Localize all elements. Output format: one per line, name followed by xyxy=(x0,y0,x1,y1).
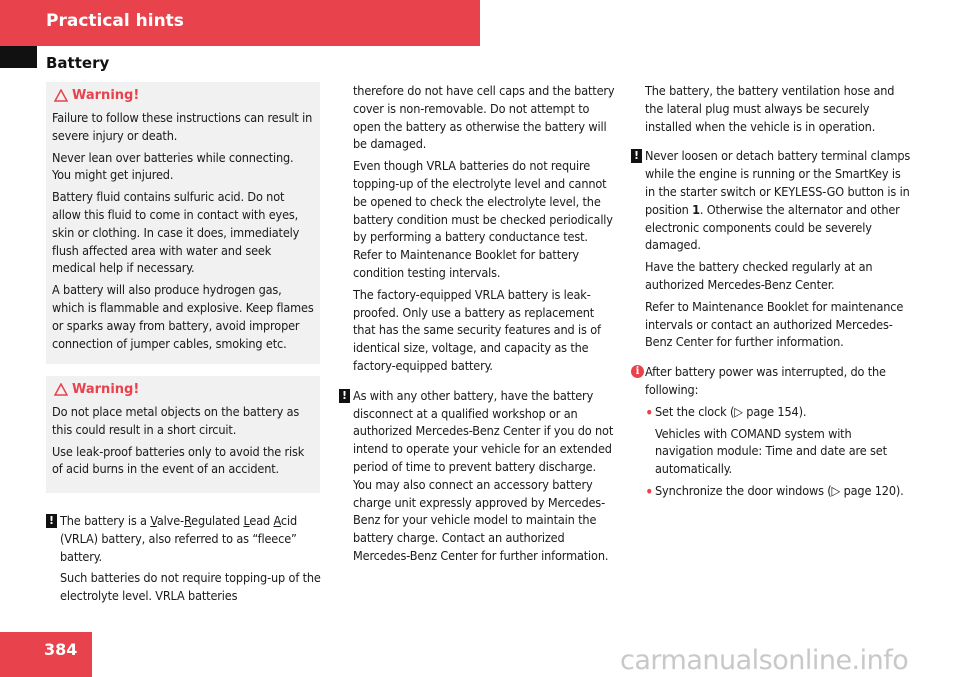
section-title: Battery xyxy=(46,54,110,72)
note-text: Have the battery checked regularly at an authorized Mercedes-Benz Center. xyxy=(645,259,873,292)
note-terminal-clamps xyxy=(631,147,911,351)
warning-1-para: Never lean over batteries while connecting. You might get injured. xyxy=(52,149,294,183)
note-text: Never loosen or detach battery terminal clamps while the engine is running or the SmartKey is in the starter switch or KEYLESS-GO button is in position 1. Otherwise the alternator and other electronic components could be severely damaged. xyxy=(645,148,911,253)
info-icon: i xyxy=(631,365,644,378)
warning-title-1: Warning! xyxy=(72,88,314,104)
warning-box-2 xyxy=(46,376,320,493)
body-para: Even though VRLA batteries do not require topping-up of the electrolyte level and cannot be opened to check the electrolyte level, the battery condition must be checked periodically by performing a battery conductance test. Refer to Maintenance Booklet for battery condition testing intervals. xyxy=(353,158,613,280)
caution-icon: ! xyxy=(631,149,642,163)
list-item-subtext: Vehicles with COMAND system with navigation module: Time and date are set automatically. xyxy=(655,425,887,477)
note-text: The battery is a Valve-Regulated Lead Acid (VRLA) battery, also referred to as “fleece” battery. xyxy=(60,513,298,564)
warning-1-para: A battery will also produce hydrogen gas, which is flammable and explosive. Keep flames or sparks away from battery, avoid improper connection of jumper cables, smoking etc. xyxy=(52,282,314,351)
list-item xyxy=(645,482,911,500)
warning-triangle-icon xyxy=(54,89,68,102)
watermark: carmanualsonline.info xyxy=(620,645,909,676)
note-text-cont: Such batteries do not require topping-up of the electrolyte level. VRLA batteries xyxy=(60,570,321,604)
note-battery-type xyxy=(46,512,324,609)
page-number: 384 xyxy=(44,640,78,659)
warning-triangle-icon xyxy=(54,383,68,396)
caution-icon: ! xyxy=(339,389,350,403)
header-bar xyxy=(0,0,480,46)
list-item xyxy=(645,403,911,478)
warning-title-2: Warning! xyxy=(72,382,314,398)
body-para: The battery, the battery ventilation hose and the lateral plug must always be securely installed when the vehicle is in operation. xyxy=(645,83,895,134)
bullet-icon: • xyxy=(645,402,654,422)
warning-2-para: Use leak-proof batteries only to avoid the risk of acid burns in the event of an accident. xyxy=(52,443,305,477)
section-marker xyxy=(0,46,37,68)
info-text: After battery power was interrupted, do the following: xyxy=(645,364,886,397)
warning-1-para: Battery fluid contains sulfuric acid. Do not allow this fluid to come in contact with eyes, skin or clothing. In case it does, immediately flush affected area with water and seek medical help if necessary. xyxy=(52,189,300,276)
body-para: therefore do not have cell caps and the battery cover is non-removable. Do not attempt to open the battery as otherwise the battery will be damaged. xyxy=(353,83,615,152)
warning-1-para: Failure to follow these instructions can result in severe injury or death. xyxy=(52,110,313,143)
warning-box-1 xyxy=(46,82,320,364)
note-text: As with any other battery, have the battery disconnect at a qualified workshop or an authorized Mercedes-Benz Center if you do not intend to operate your vehicle for an extended period of time to prevent battery discharge. You may also connect an accessory battery charge unit expressly approved by Mercedes-Benz for your vehicle model to maintain the battery charge. Contact an authorized Mercedes-Benz Center for further information. xyxy=(353,387,614,563)
note-text: Refer to Maintenance Booklet for maintenance intervals or contact an authorized Mercedes-Benz Center for further information. xyxy=(645,298,904,350)
warning-2-para: Do not place metal objects on the battery as this could result in a short circuit. xyxy=(52,404,300,437)
column-3 xyxy=(631,82,911,504)
list-item-text: Synchronize the door windows (▷ page 120). xyxy=(655,482,904,498)
body-para: The factory-equipped VRLA battery is leak-proofed. Only use a battery as replacement that has the same security features and is of identical size, voltage, and capacity as the factory-equipped battery. xyxy=(353,286,601,373)
caution-icon: ! xyxy=(46,514,57,528)
bullet-icon: • xyxy=(645,481,654,501)
chapter-title: Practical hints xyxy=(46,11,184,31)
column-2 xyxy=(339,82,615,569)
info-note xyxy=(631,363,911,500)
note-battery-disconnect xyxy=(339,387,615,565)
list-item-text: Set the clock (▷ page 154). xyxy=(655,403,807,419)
